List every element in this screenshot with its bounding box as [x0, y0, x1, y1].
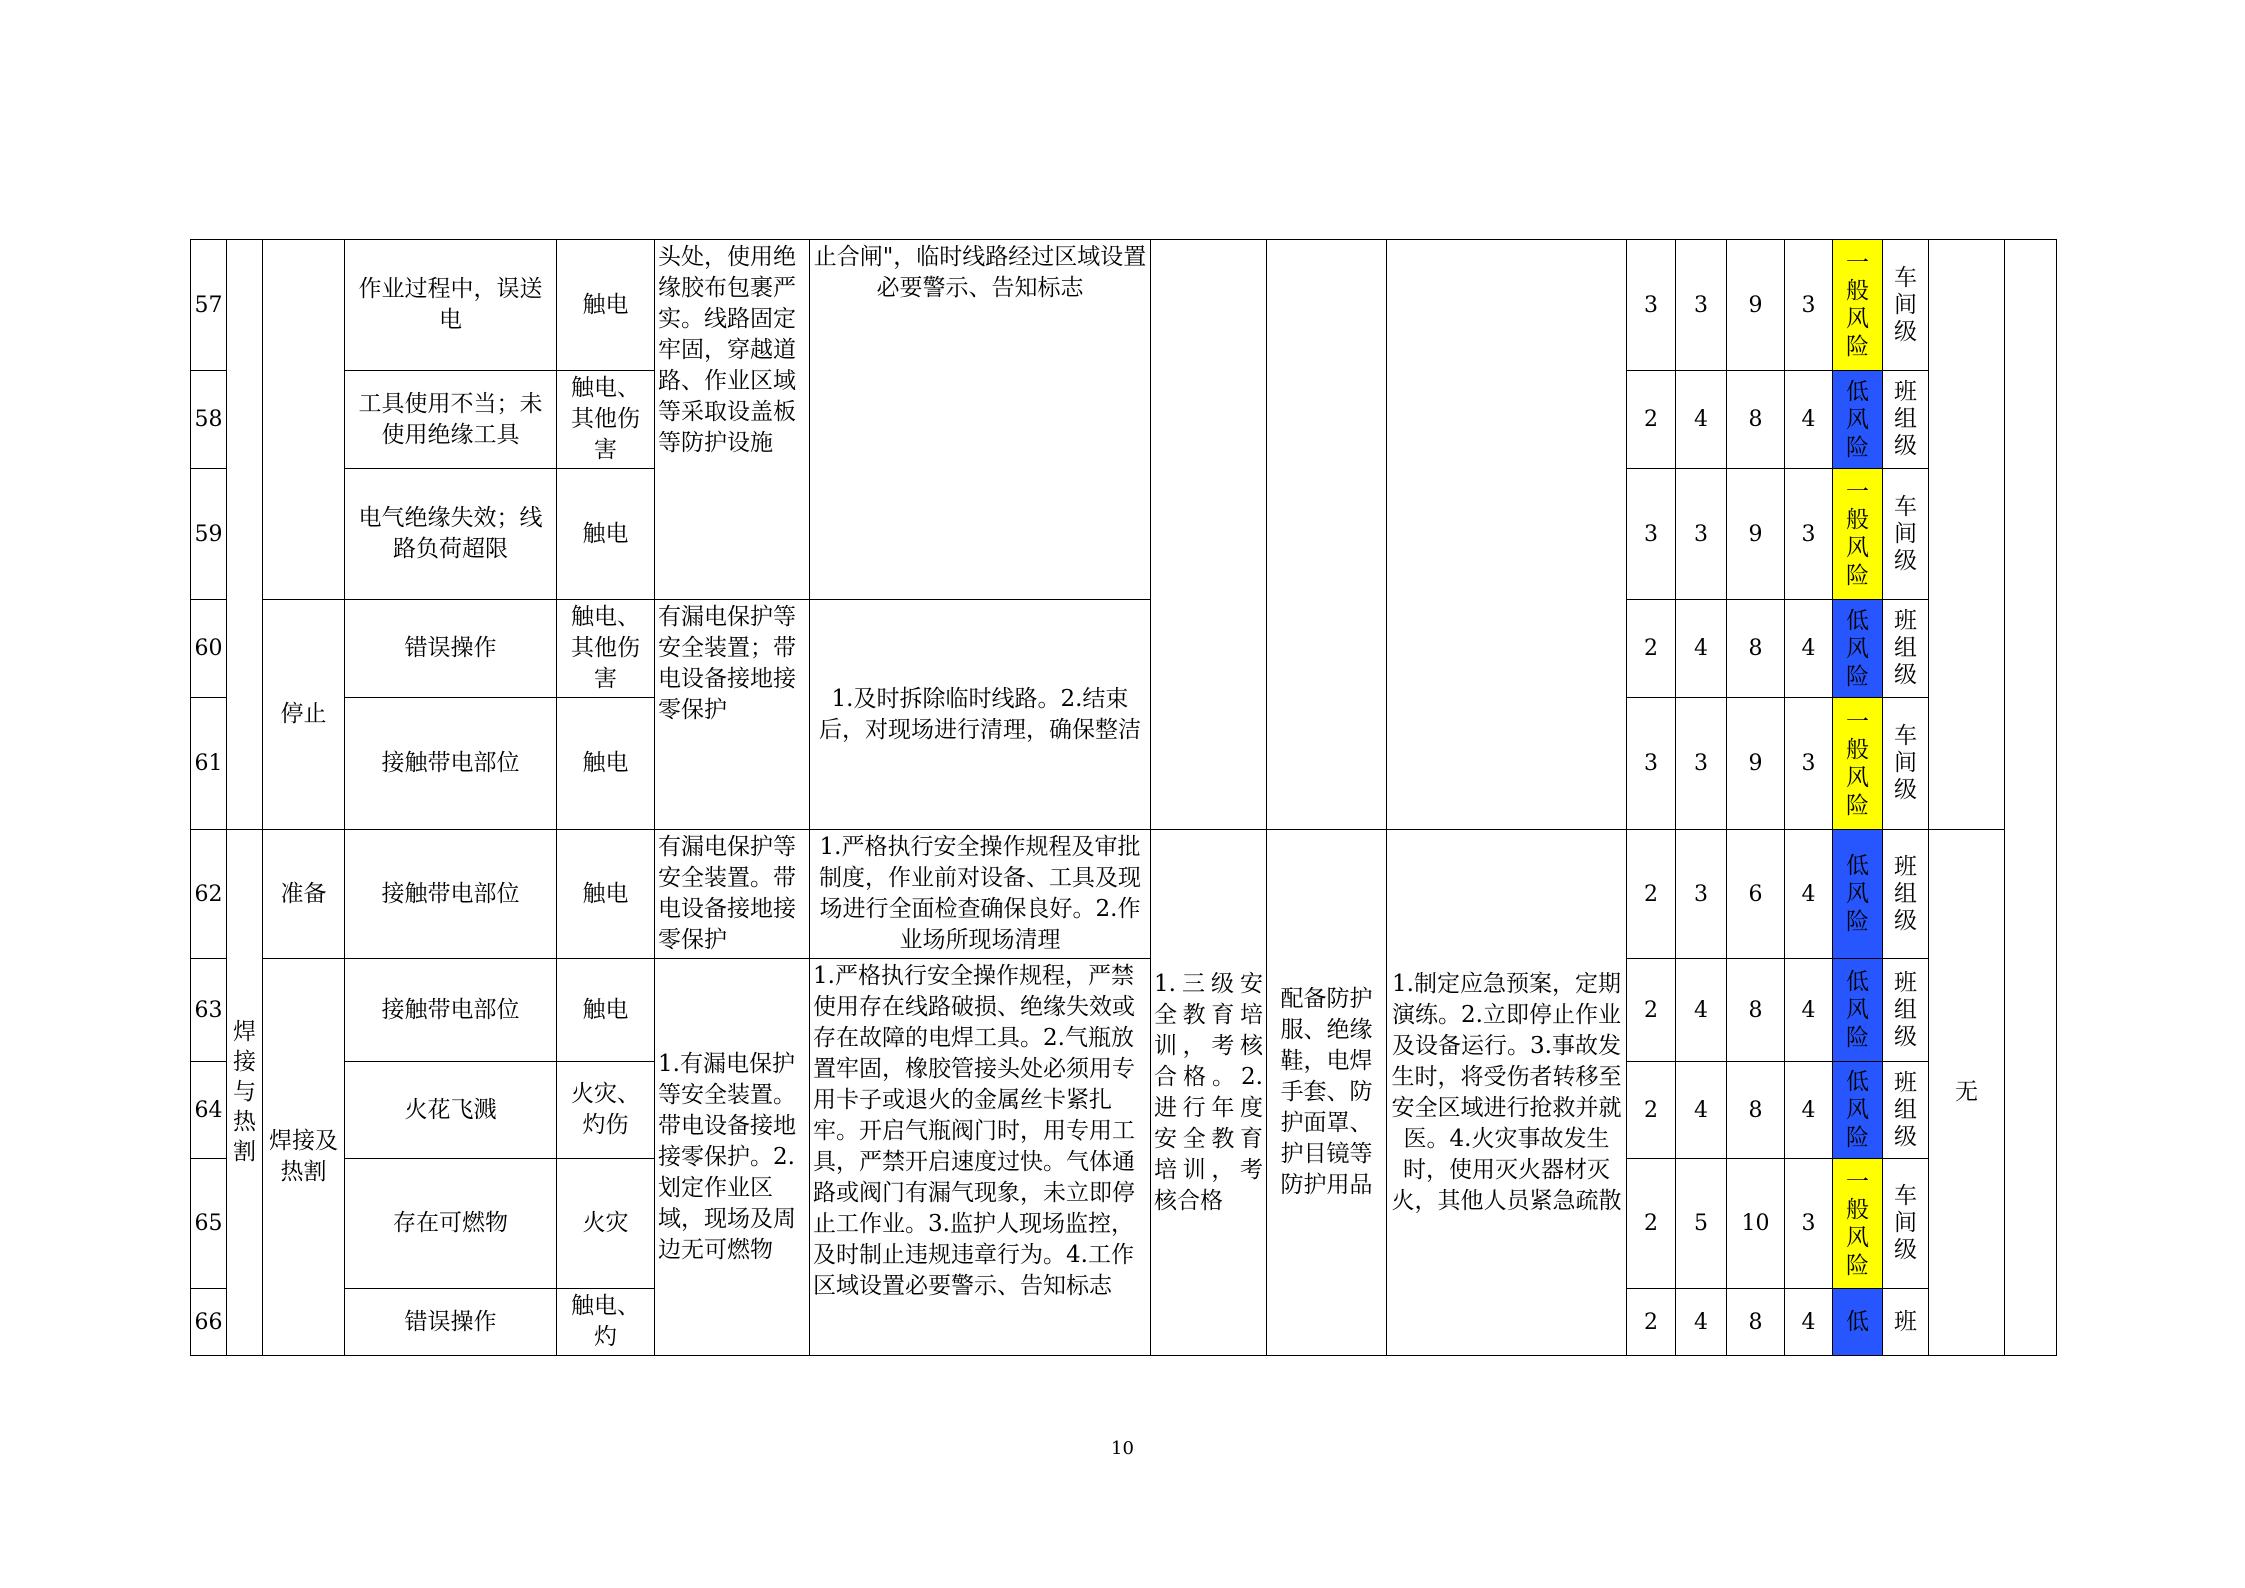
step-cell: 停止: [263, 600, 345, 830]
accident-type-cell: 火灾、灼伤: [557, 1062, 655, 1159]
e-value: 3: [1676, 469, 1727, 600]
ppe-cell-empty: [1267, 240, 1387, 830]
risk-table: [190, 239, 2057, 1356]
engineering-measure-cell: 有漏电保护等安全装置。带电设备接地接零保护: [655, 830, 810, 959]
d-value: 4: [1785, 1289, 1833, 1356]
l-value: 2: [1627, 1062, 1676, 1159]
l-value: 2: [1627, 600, 1676, 698]
c-value: 9: [1727, 240, 1785, 371]
control-level-cell: 班组级: [1883, 1062, 1929, 1159]
e-value: 3: [1676, 698, 1727, 830]
c-value: 10: [1727, 1159, 1785, 1289]
accident-type-cell: 触电: [557, 240, 655, 371]
d-value: 3: [1785, 469, 1833, 600]
step-cell: 焊接及热割: [263, 959, 345, 1356]
e-value: 4: [1676, 1289, 1727, 1356]
risk-level-badge: 低: [1833, 1289, 1883, 1356]
remark-cell-empty: [1929, 240, 2005, 830]
row-number: 60: [191, 600, 227, 698]
c-value: 6: [1727, 830, 1785, 959]
hazard-cell: 电气绝缘失效；线路负荷超限: [345, 469, 557, 600]
d-value: 3: [1785, 698, 1833, 830]
hazard-cell: 接触带电部位: [345, 698, 557, 830]
d-value: 4: [1785, 371, 1833, 469]
risk-level-badge: 低风险: [1833, 371, 1883, 469]
control-level-cell: 车间级: [1883, 698, 1929, 830]
management-measure-cell: 止合闸"，临时线路经过区域设置必要警示、告知标志: [810, 240, 1151, 600]
control-level-cell: 班组级: [1883, 371, 1929, 469]
engineering-measure-cell: 1.有漏电保护等安全装置。带电设备接地接零保护。2.划定作业区域，现场及周边无可燃物: [655, 959, 810, 1356]
accident-type-cell: 触电、其他伤害: [557, 600, 655, 698]
l-value: 2: [1627, 1289, 1676, 1356]
accident-type-cell: 触电: [557, 830, 655, 959]
control-level-cell: 车间级: [1883, 240, 1929, 371]
l-value: 2: [1627, 1159, 1676, 1289]
c-value: 8: [1727, 600, 1785, 698]
row-number: 64: [191, 1062, 227, 1159]
l-value: 3: [1627, 698, 1676, 830]
hazard-cell: 工具使用不当；未使用绝缘工具: [345, 371, 557, 469]
c-value: 8: [1727, 959, 1785, 1062]
d-value: 4: [1785, 830, 1833, 959]
row-number: 62: [191, 830, 227, 959]
l-value: 3: [1627, 240, 1676, 371]
emergency-cell-empty: [1387, 240, 1627, 830]
e-value: 4: [1676, 959, 1727, 1062]
ppe-cell: 配备防护服、绝缘鞋，电焊手套、防护面罩、护目镜等防护用品: [1267, 830, 1387, 1356]
control-level-cell: 班: [1883, 1289, 1929, 1356]
accident-type-cell: 触电: [557, 959, 655, 1062]
extra-cell-empty: [2005, 240, 2057, 1356]
c-value: 8: [1727, 371, 1785, 469]
e-value: 3: [1676, 830, 1727, 959]
step-cell-empty: [263, 240, 345, 600]
risk-level-badge: 低风险: [1833, 600, 1883, 698]
row-number: 57: [191, 240, 227, 371]
control-level-cell: 车间级: [1883, 469, 1929, 600]
emergency-cell: 1.制定应急预案，定期演练。2.立即停止作业及设备运行。3.事故发生时，将受伤者转移至安全区域进行抢救并就医。4.火灾事故发生时，使用灭火器材灭火，其他人员紧急疏散: [1387, 830, 1627, 1356]
risk-level-badge: 低风险: [1833, 959, 1883, 1062]
row-number: 61: [191, 698, 227, 830]
control-level-cell: 班组级: [1883, 600, 1929, 698]
l-value: 3: [1627, 469, 1676, 600]
accident-type-cell: 触电: [557, 469, 655, 600]
accident-type-cell: 火灾: [557, 1159, 655, 1289]
activity-cell-empty: [227, 240, 263, 830]
control-level-cell: 班组级: [1883, 830, 1929, 959]
hazard-cell: 错误操作: [345, 1289, 557, 1356]
d-value: 3: [1785, 1159, 1833, 1289]
l-value: 2: [1627, 959, 1676, 1062]
training-cell: 1.三级安全教育培训，考核合格。2.进行年度安全教育培训，考核合格: [1151, 830, 1267, 1356]
l-value: 2: [1627, 371, 1676, 469]
row-number: 58: [191, 371, 227, 469]
c-value: 8: [1727, 1289, 1785, 1356]
row-number: 66: [191, 1289, 227, 1356]
risk-level-badge: 低风险: [1833, 1062, 1883, 1159]
c-value: 8: [1727, 1062, 1785, 1159]
engineering-measure-cell: 头处，使用绝缘胶布包裹严实。线路固定牢固，穿越道路、作业区域等采取设盖板等防护设施: [655, 240, 810, 600]
c-value: 9: [1727, 698, 1785, 830]
page-number: 10: [1111, 1438, 1134, 1459]
d-value: 4: [1785, 600, 1833, 698]
risk-level-badge: 一般风险: [1833, 698, 1883, 830]
risk-level-badge: 一般风险: [1833, 469, 1883, 600]
risk-level-badge: 一般风险: [1833, 1159, 1883, 1289]
activity-cell: 焊接与热割: [227, 830, 263, 1356]
accident-type-cell: 触电、其他伤害: [557, 371, 655, 469]
management-measure-cell: 1.及时拆除临时线路。2.结束后，对现场进行清理，确保整洁: [810, 600, 1151, 830]
l-value: 2: [1627, 830, 1676, 959]
e-value: 3: [1676, 240, 1727, 371]
e-value: 4: [1676, 371, 1727, 469]
remark-cell: 无: [1929, 830, 2005, 1356]
accident-type-cell: 触电、灼: [557, 1289, 655, 1356]
e-value: 4: [1676, 1062, 1727, 1159]
d-value: 4: [1785, 959, 1833, 1062]
step-cell: 准备: [263, 830, 345, 959]
management-measure-cell: 1.严格执行安全操作规程，严禁使用存在线路破损、绝缘失效或存在故障的电焊工具。2.气瓶放置牢固，橡胶管接头处必须用专用卡子或退火的金属丝卡紧扎牢。开启气瓶阀门时，用专用工具，严禁开启速度过快。气体通路或阀门有漏气现象，未立即停止工作业。3.监护人现场监控，及时制止违规违章行为。4.工作区域设置必要警示、告知标志: [810, 959, 1151, 1356]
risk-level-badge: 低风险: [1833, 830, 1883, 959]
control-level-cell: 班组级: [1883, 959, 1929, 1062]
control-level-cell: 车间级: [1883, 1159, 1929, 1289]
hazard-cell: 接触带电部位: [345, 959, 557, 1062]
row-number: 65: [191, 1159, 227, 1289]
risk-level-badge: 一般风险: [1833, 240, 1883, 371]
engineering-measure-cell: 有漏电保护等安全装置；带电设备接地接零保护: [655, 600, 810, 830]
hazard-cell: 作业过程中，误送电: [345, 240, 557, 371]
row-number: 59: [191, 469, 227, 600]
management-measure-cell: 1.严格执行安全操作规程及审批制度，作业前对设备、工具及现场进行全面检查确保良好。2.作业场所现场清理: [810, 830, 1151, 959]
e-value: 5: [1676, 1159, 1727, 1289]
d-value: 4: [1785, 1062, 1833, 1159]
hazard-cell: 错误操作: [345, 600, 557, 698]
hazard-cell: 接触带电部位: [345, 830, 557, 959]
e-value: 4: [1676, 600, 1727, 698]
hazard-cell: 存在可燃物: [345, 1159, 557, 1289]
d-value: 3: [1785, 240, 1833, 371]
hazard-cell: 火花飞溅: [345, 1062, 557, 1159]
c-value: 9: [1727, 469, 1785, 600]
training-cell-empty: [1151, 240, 1267, 830]
accident-type-cell: 触电: [557, 698, 655, 830]
row-number: 63: [191, 959, 227, 1062]
